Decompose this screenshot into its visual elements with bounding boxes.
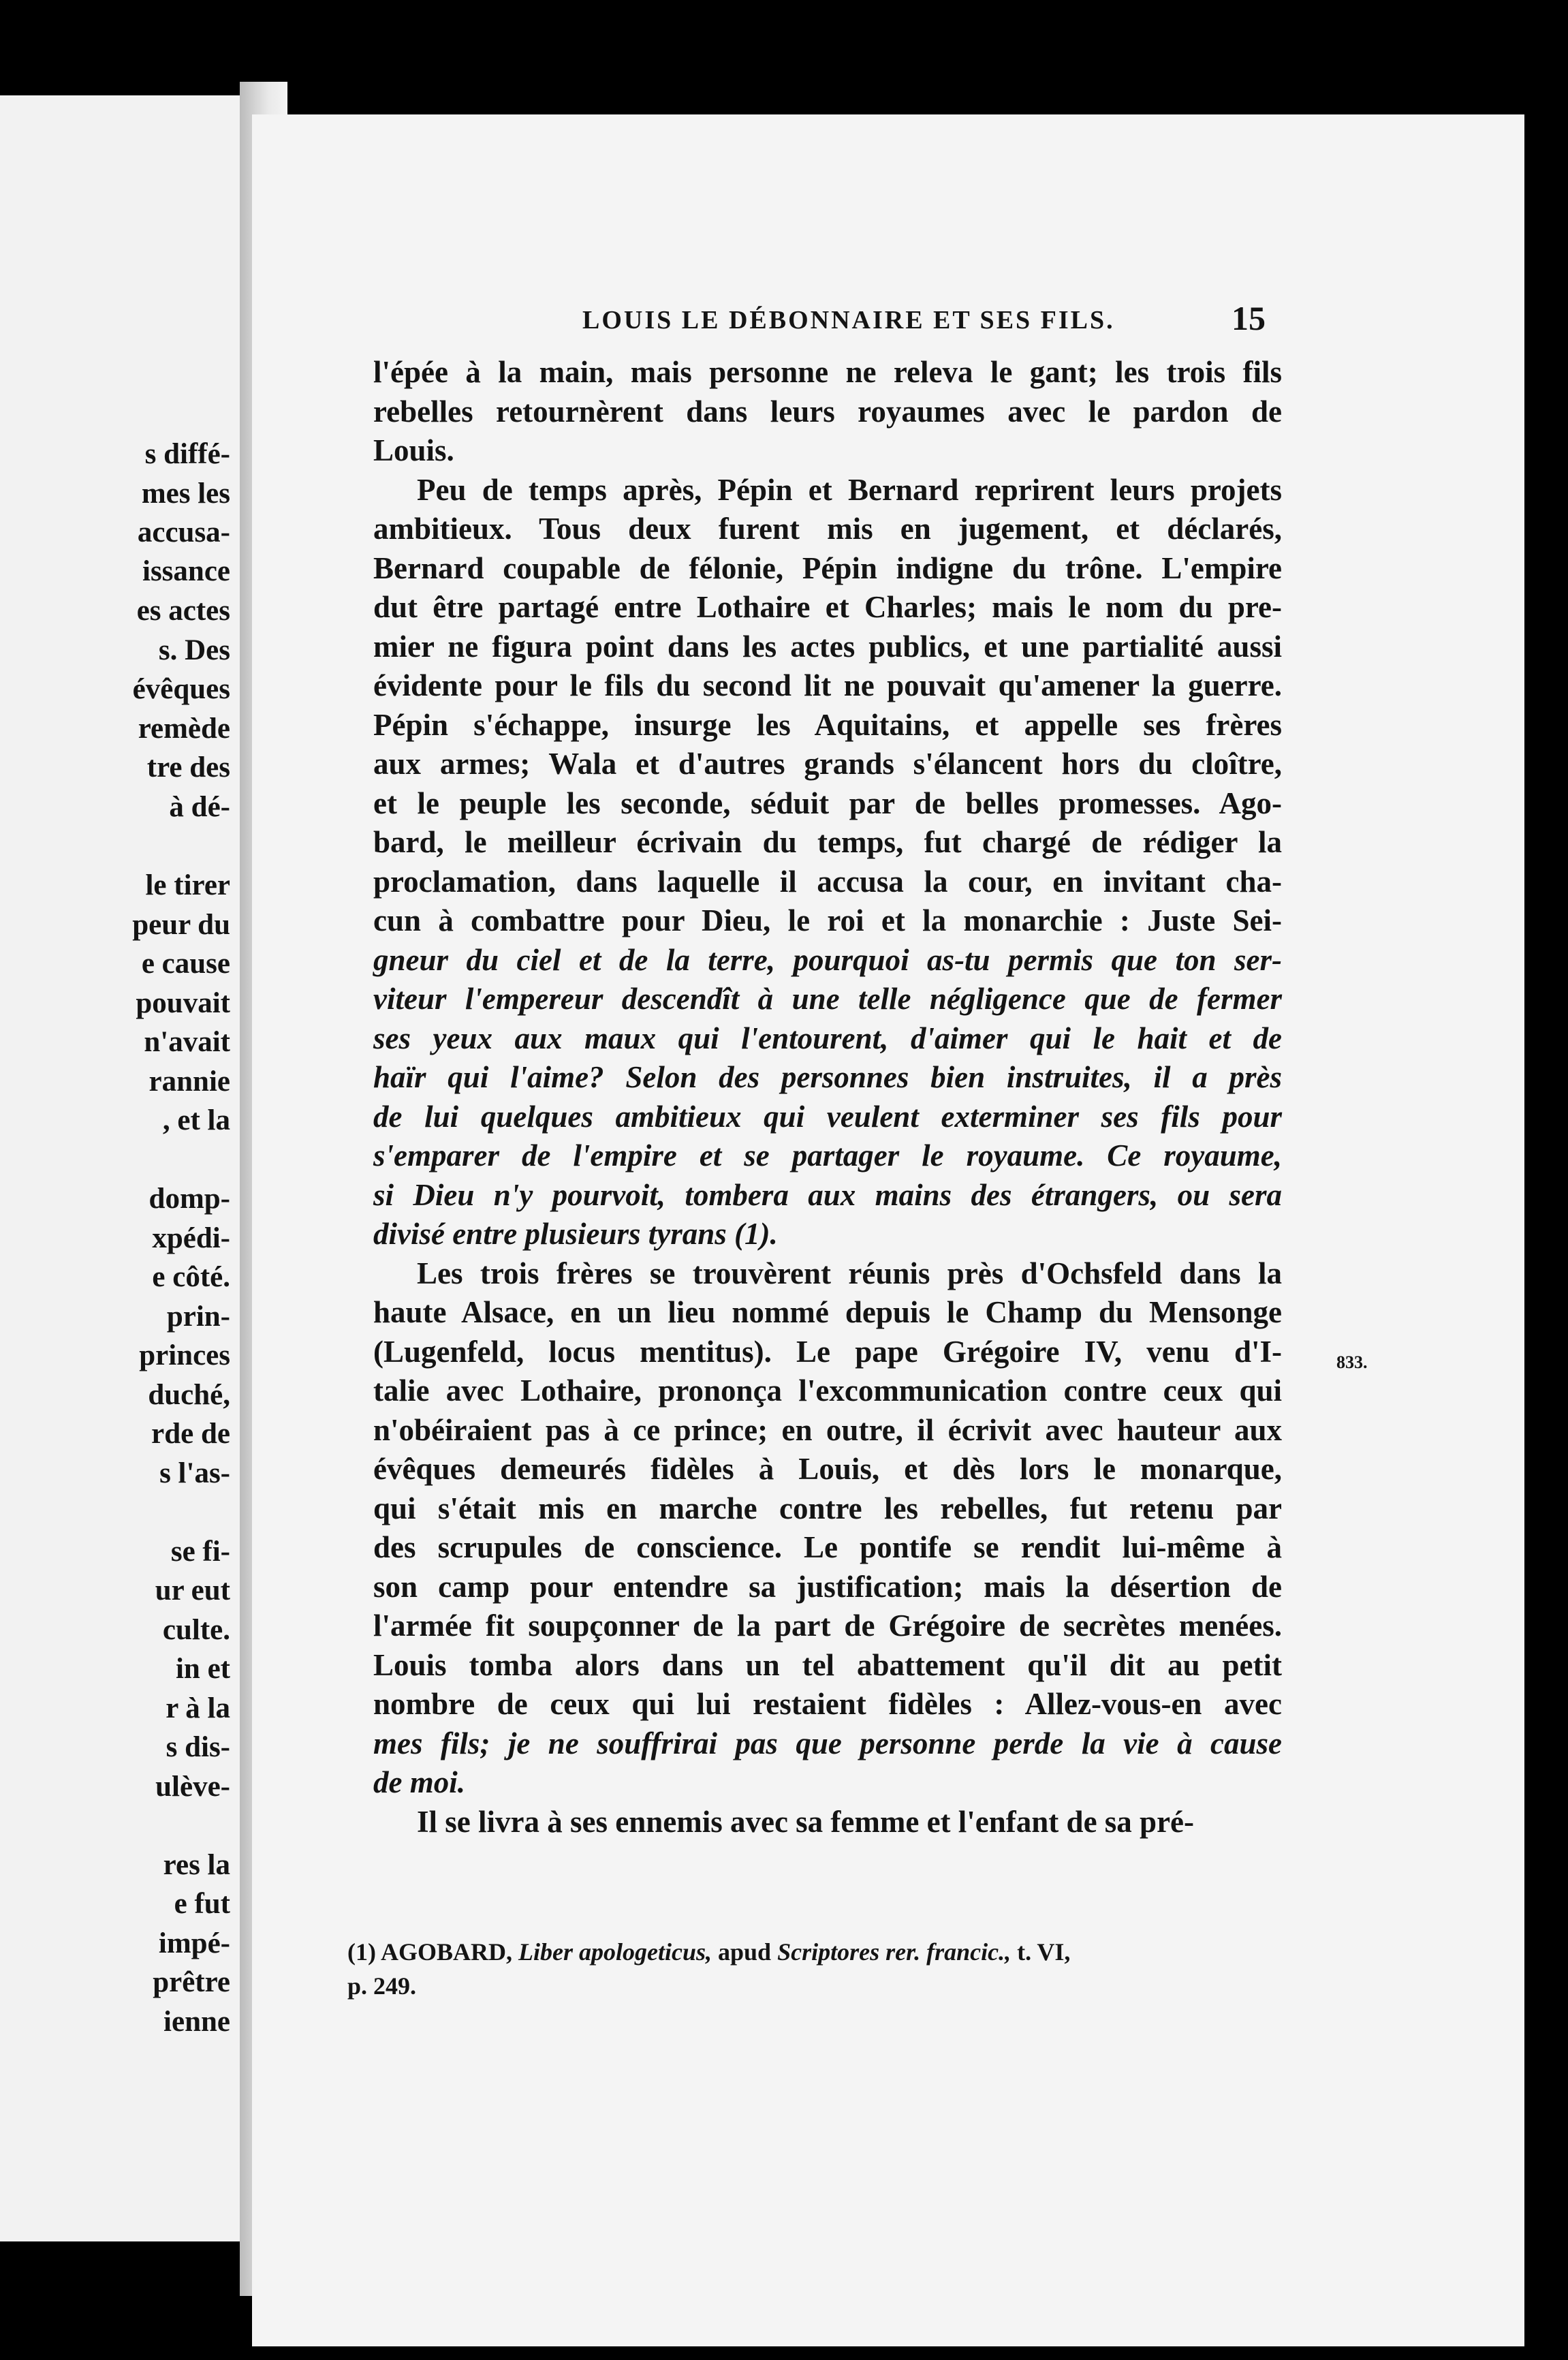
left-page-fragment: e côté. [152,1261,230,1293]
left-page-fragment: accusa- [137,516,230,548]
text-line: des scrupules de conscience. Le pontife se rendit lui-même à [373,1530,1282,1564]
left-page-fragment: s dis- [166,1731,230,1763]
left-page-fragment: n'avait [144,1026,230,1058]
margin-year-note: 833. [1336,1352,1368,1372]
text-line: ses yeux aux maux qui l'entourent, d'aimer qui le hait et de [373,1021,1282,1055]
text-line: dut être partagé entre Lothaire et Charles; mais le nom du pre- [373,590,1282,624]
text-line: (Lugenfeld, locus mentitus). Le pape Grégoire IV, venu d'I- [373,1334,1282,1369]
left-page-fragment: in et [175,1653,230,1685]
left-page-fragment: à dé- [169,791,230,823]
text-line: divisé entre plusieurs tyrans (1). [373,1217,778,1251]
text-line: Les trois frères se trouvèrent réunis près d'Ochsfeld dans la [417,1256,1282,1290]
left-page-fragment: s diffé- [144,438,230,470]
text-line: Louis tomba alors dans un tel abattement qu'il dit au petit [373,1647,1282,1682]
footnote-work-title: Liber apologeticus, [518,1938,712,1966]
left-page-fragment: e cause [141,948,230,980]
text-line: nombre de ceux qui lui restaient fidèles : Allez-vous-en avec [373,1687,1282,1721]
text-line: et le peuple les seconde, séduit par de belles promesses. Ago- [373,786,1282,820]
text-line: viteur l'empereur descendît à une telle négligence que de fermer [373,982,1282,1016]
text-line: cun à combattre pour Dieu, le roi et la monarchie : Juste Sei- [373,903,1282,937]
left-page-fragment: tre des [146,751,230,783]
footnote-line-1 [347,1935,1260,1969]
footnote [347,1935,1260,2003]
left-page-fragment: remède [138,713,230,745]
text-line: gneur du ciel et de la terre, pourquoi as-tu permis que ton ser- [373,942,1282,977]
left-page-fragment: évêques [132,673,230,705]
page-number: 15 [1232,299,1266,337]
left-page-fragment: es actes [136,595,230,627]
text-line: si Dieu n'y pourvoit, tombera aux mains des étrangers, ou sera [373,1177,1282,1212]
left-page-fragment: ienne [163,2006,230,2038]
left-page-fragment: s. Des [158,634,230,666]
text-line: haïr qui l'aime? Selon des personnes bien instruites, il a près [373,1060,1282,1094]
text-line: de lui quelques ambitieux qui veulent exterminer ses fils pour [373,1099,1282,1134]
left-page-fragment: e fut [174,1888,230,1920]
text-line: mes fils; je ne souffrirai pas que personne perde la vie à cause [373,1726,1282,1760]
left-page-fragment: ur eut [155,1574,230,1606]
left-page-fragment: prêtre [153,1966,230,1998]
text-line: n'obéiraient pas à ce prince; en outre, il écrivit avec hauteur aux [373,1412,1282,1447]
left-page-fragment: rannie [148,1066,230,1098]
text-line: Louis. [373,433,454,467]
text-line: proclamation, dans laquelle il accusa la cour, en invitant cha- [373,864,1282,899]
text-line: aux armes; Wala et d'autres grands s'élancent hors du cloître, [373,747,1282,781]
text-line: son camp pour entendre sa justification; mais la désertion de [373,1569,1282,1604]
text-line: s'emparer de l'empire et se partager le royaume. Ce royaume, [373,1138,1282,1173]
text-line: l'armée fit soupçonner de la part de Grégoire de secrètes menées. [373,1609,1282,1643]
text-line: rebelles retournèrent dans leurs royaumes avec le pardon de [373,394,1282,429]
left-page [0,95,244,2241]
footnote-collection: Scriptores rer. francic., [777,1938,1012,1966]
footnote-author: (1) AGOBARD, [347,1938,512,1966]
text-line: de moi. [373,1765,465,1799]
left-page-fragment: se fi- [170,1536,230,1568]
left-page-fragment: domp- [148,1183,230,1215]
text-line: l'épée à la main, mais personne ne releva le gant; les trois fils [373,355,1282,389]
text-line: évêques demeurés fidèles à Louis, et dès lors le monarque, [373,1452,1282,1486]
left-page-fragment: prin- [166,1301,230,1333]
text-line: ambitieux. Tous deux furent mis en jugement, et déclarés, [373,512,1282,546]
left-page-fragment: res la [163,1849,230,1881]
text-line: qui s'était mis en marche contre les rebelles, fut retenu par [373,1491,1282,1525]
text-line: Bernard coupable de félonie, Pépin indigne du trône. L'empire [373,550,1282,585]
footnote-line-2: p. 249. [347,1972,417,2000]
text-line: haute Alsace, en un lieu nommé depuis le Champ du Mensonge [373,1295,1282,1329]
running-head: LOUIS LE DÉBONNAIRE ET SES FILS. [582,306,1115,335]
left-page-fragment: xpédi- [152,1222,230,1254]
left-page-fragment: rde de [151,1418,230,1450]
left-page-fragment: ulève- [155,1771,230,1803]
left-page-fragment: issance [142,555,230,587]
text-line: talie avec Lothaire, prononça l'excommunication contre ceux qui [373,1373,1282,1408]
left-page-fragment: impé- [158,1927,230,1959]
text-line: mier ne figura point dans les actes publics, et une partialité aussi [373,629,1282,664]
left-page-fragment: peur du [132,909,230,941]
text-line: évidente pour le fils du second lit ne pouvait qu'amener la guerre. [373,668,1282,702]
text-line: bard, le meilleur écrivain du temps, fut chargé de rédiger la [373,825,1282,859]
left-page-fragment: princes [139,1339,230,1371]
text-line: Pépin s'échappe, insurge les Aquitains, et appelle ses frères [373,707,1282,742]
left-page-fragment: culte. [162,1614,230,1646]
left-page-fragment: r à la [166,1692,230,1724]
left-page-fragment: duché, [148,1379,230,1411]
footnote-volume: t. VI, [1017,1938,1071,1966]
left-page-fragment: , et la [162,1104,230,1136]
text-line: Il se livra à ses ennemis avec sa femme et l'enfant de sa pré- [417,1804,1195,1839]
left-page-fragment: le tirer [145,869,230,901]
text-line: Peu de temps après, Pépin et Bernard reprirent leurs projets [417,472,1282,507]
left-page-fragment: s l'as- [159,1457,230,1489]
footnote-apud: apud [717,1938,772,1966]
body-text [373,353,1282,1842]
left-page-fragment: pouvait [136,987,230,1019]
left-page-fragment: mes les [141,478,230,510]
